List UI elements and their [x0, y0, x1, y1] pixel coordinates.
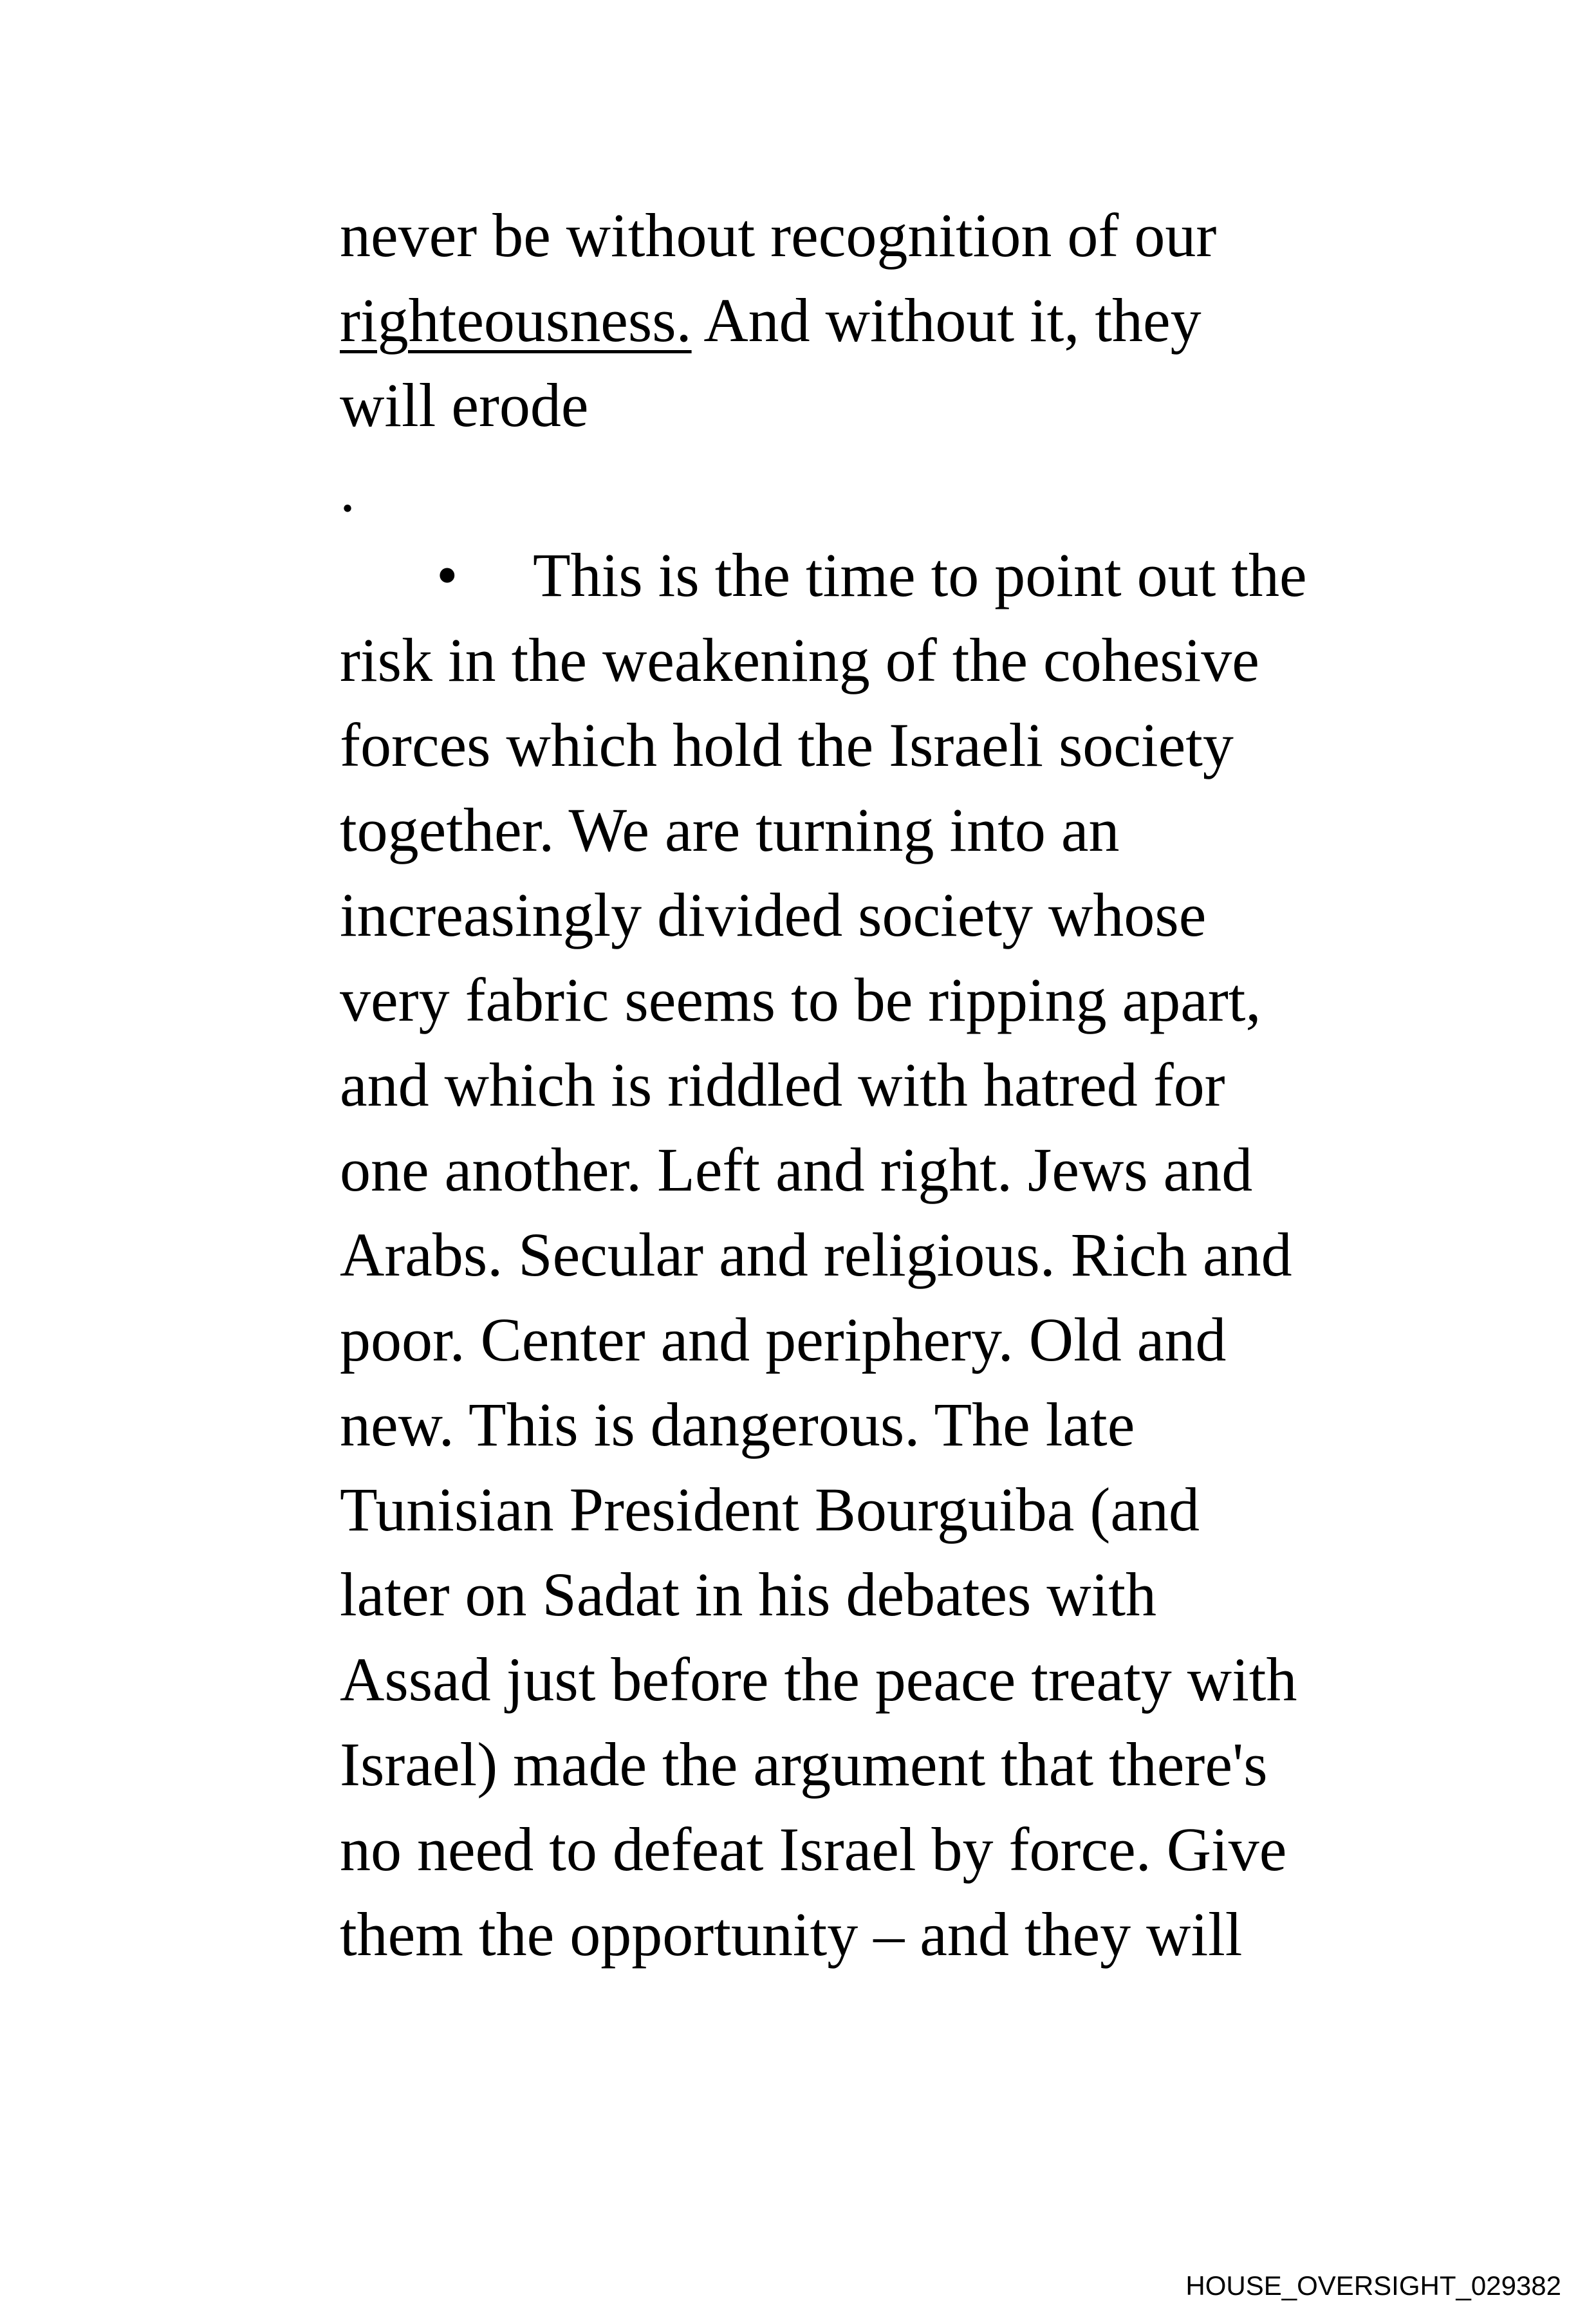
stray-period: .: [340, 456, 355, 524]
text-line: new. This is dangerous. The late: [340, 1390, 1135, 1459]
text-line: them the opportunity – and they will: [340, 1900, 1243, 1969]
text-line: forces which hold the Israeli society: [340, 710, 1234, 779]
bullet-icon: •: [436, 541, 458, 609]
text-line: will erode: [340, 371, 589, 440]
text-line: poor. Center and periphery. Old and: [340, 1305, 1227, 1374]
document-id-stamp: HOUSE_OVERSIGHT_029382: [1185, 2270, 1561, 2301]
text-line: risk in the weakening of the cohesive: [340, 626, 1259, 694]
text-line: Assad just before the peace treaty with: [340, 1645, 1297, 1714]
text-line: Tunisian President Bourguiba (and: [340, 1475, 1200, 1544]
text-line: and which is riddled with hatred for: [340, 1050, 1225, 1119]
text-fragment: This is the time to point out the: [533, 541, 1307, 609]
underlined-word: righteousness.: [340, 286, 692, 355]
text-line: very fabric seems to be ripping apart,: [340, 965, 1261, 1034]
bullet-first-line: [340, 533, 1382, 618]
text-line: one another. Left and right. Jews and: [340, 1135, 1253, 1204]
text-line: later on Sadat in his debates with: [340, 1560, 1157, 1629]
text-line: never be without recognition of our: [340, 201, 1217, 270]
text-line: [340, 278, 1382, 363]
text-line: together. We are turning into an: [340, 795, 1120, 864]
text-line: Israel) made the argument that there's: [340, 1730, 1268, 1799]
text-line: no need to defeat Israel by force. Give: [340, 1815, 1287, 1884]
body-text: [340, 193, 1382, 1977]
text-line: Arabs. Secular and religious. Rich and: [340, 1220, 1292, 1289]
text-line: increasingly divided society whose: [340, 880, 1207, 949]
text-fragment: And without it, they: [691, 286, 1202, 355]
